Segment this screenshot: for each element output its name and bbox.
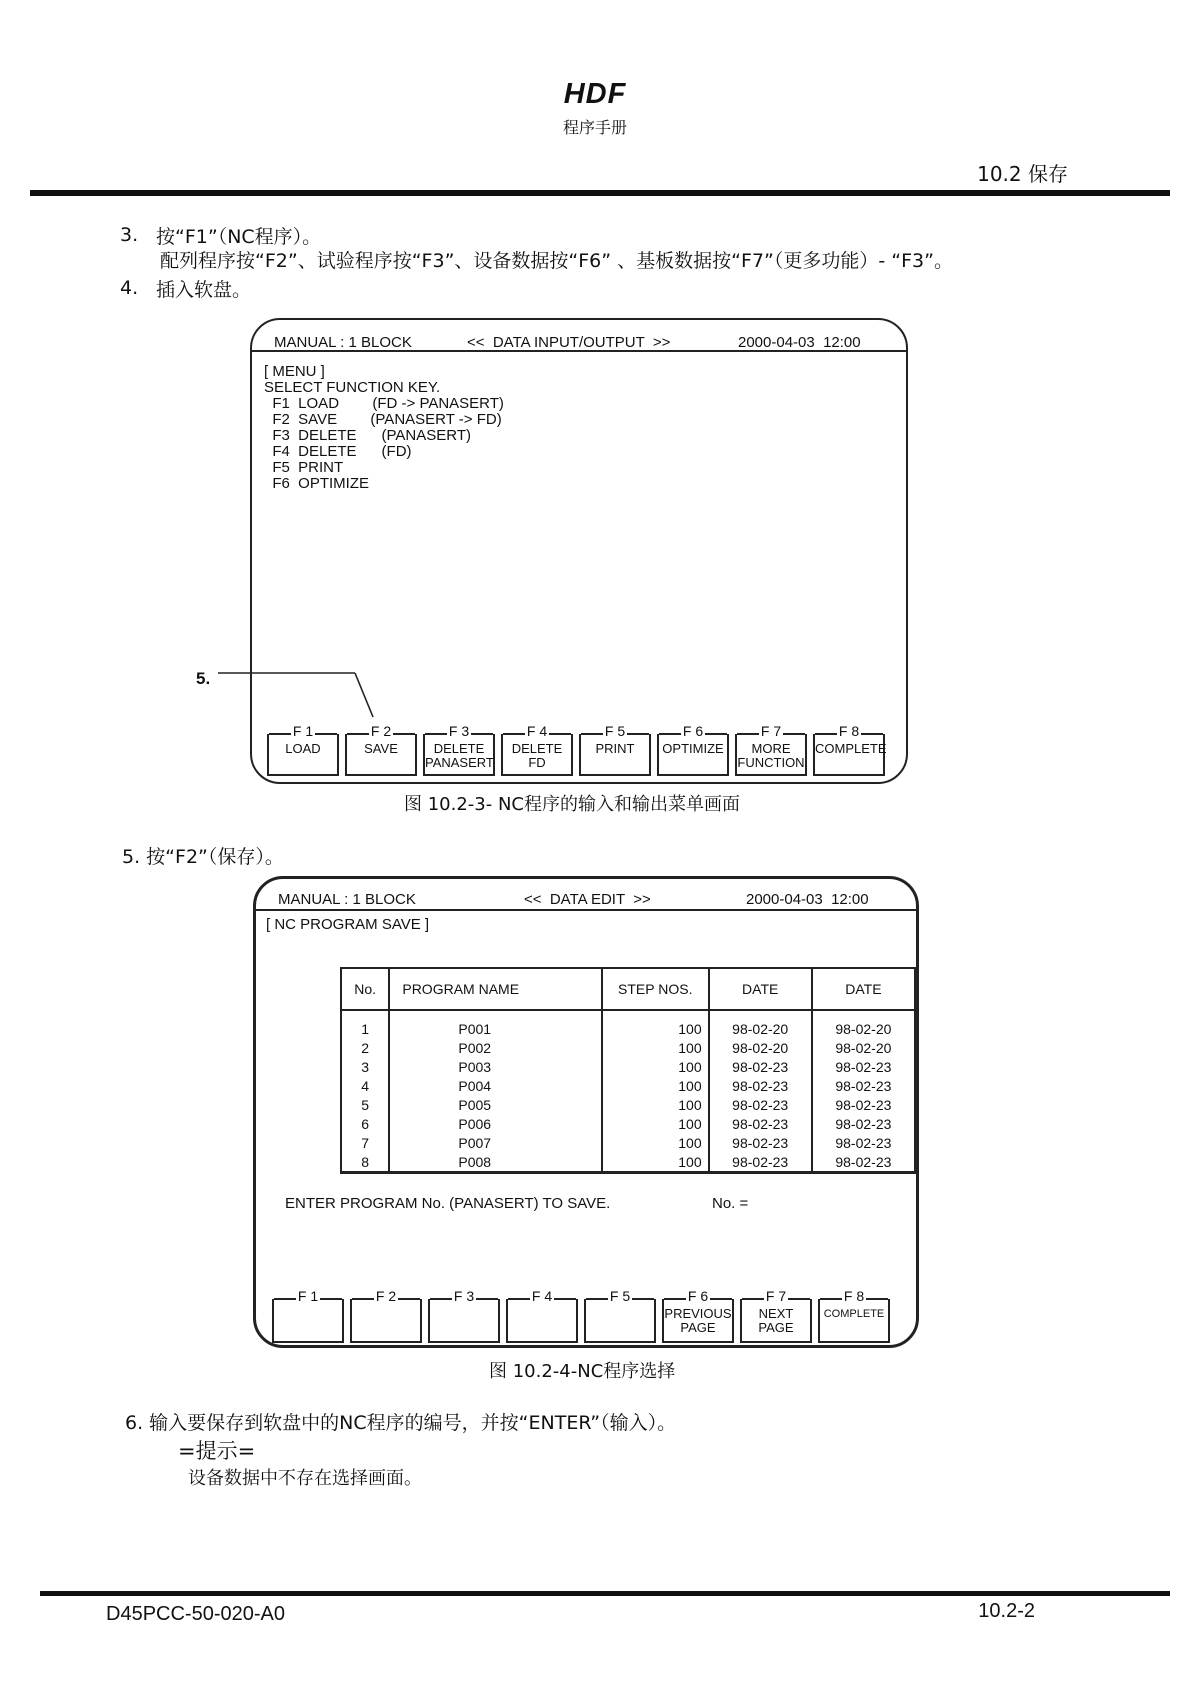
function-key-label: PRINT bbox=[595, 741, 635, 756]
function-key-number-text: F 6 bbox=[687, 1288, 709, 1304]
table-cell: 1 bbox=[341, 1010, 389, 1038]
function-key-f1[interactable] bbox=[272, 1288, 344, 1343]
function-key-f3[interactable] bbox=[423, 723, 495, 776]
table-cell: P005 bbox=[389, 1095, 602, 1114]
header-rule bbox=[30, 190, 1170, 196]
table-cell: 100 bbox=[602, 1010, 709, 1038]
table-cell: 2 bbox=[341, 1038, 389, 1057]
section-heading: 10.2 保存 bbox=[977, 162, 1068, 186]
function-key-number-text: F 4 bbox=[531, 1288, 553, 1304]
tip-text: 设备数据中不存在选择画面。 bbox=[188, 1468, 422, 1489]
function-key-label: COMPLETE bbox=[823, 1308, 885, 1320]
column-header: DATE bbox=[709, 968, 812, 1010]
tip-title: =提示= bbox=[178, 1439, 256, 1463]
function-key-f3[interactable] bbox=[428, 1288, 500, 1343]
column-header: DATE bbox=[812, 968, 915, 1010]
program-number-input[interactable] bbox=[761, 1191, 871, 1211]
table-row[interactable] bbox=[341, 1057, 915, 1076]
function-key-f2[interactable] bbox=[345, 723, 417, 776]
table-cell: 98-02-23 bbox=[812, 1133, 915, 1152]
function-key-label: NEXT PAGE bbox=[758, 1306, 794, 1335]
table-cell: 100 bbox=[602, 1095, 709, 1114]
function-key-f1[interactable] bbox=[267, 723, 339, 776]
function-key-number-text: F 1 bbox=[297, 1288, 319, 1304]
table-row[interactable] bbox=[341, 1114, 915, 1133]
function-key-label: DELETE PANASERT bbox=[425, 741, 494, 770]
function-key-number bbox=[581, 724, 649, 738]
function-key-f6[interactable] bbox=[657, 723, 729, 776]
function-key-number-text: F 7 bbox=[760, 723, 782, 739]
step-3-detail: 配列程序按“F2”、试验程序按“F3”、设备数据按“F6” 、基板数据按“F7”（更多功能）- “F3”。 bbox=[160, 250, 953, 272]
step-4-number: 4. bbox=[120, 277, 139, 299]
table-cell: 4 bbox=[341, 1076, 389, 1095]
function-key-number-text: F 4 bbox=[526, 723, 548, 739]
table-row[interactable] bbox=[341, 1076, 915, 1095]
function-key-f4[interactable] bbox=[501, 723, 573, 776]
function-key-number-text: F 8 bbox=[843, 1288, 865, 1304]
function-key-number bbox=[586, 1289, 654, 1303]
function-key-number-text: F 5 bbox=[604, 723, 626, 739]
step-3-number: 3. bbox=[120, 224, 139, 246]
table-cell: 7 bbox=[341, 1133, 389, 1152]
function-key-f5[interactable] bbox=[584, 1288, 656, 1343]
step-3-text: 按“F1”（NC程序）。 bbox=[156, 226, 322, 248]
save-prompt: ENTER PROGRAM No. (PANASERT) TO SAVE. bbox=[285, 1195, 611, 1212]
table-cell: 98-02-20 bbox=[812, 1038, 915, 1057]
function-key-f4[interactable] bbox=[506, 1288, 578, 1343]
function-key-f2[interactable] bbox=[350, 1288, 422, 1343]
function-key-number bbox=[659, 724, 727, 738]
table-cell: P002 bbox=[389, 1038, 602, 1057]
screen-title: [ NC PROGRAM SAVE ] bbox=[266, 916, 430, 933]
step-5-text: 5. 按“F2”（保存）。 bbox=[122, 846, 284, 868]
table-cell: 5 bbox=[341, 1095, 389, 1114]
table-cell: P001 bbox=[389, 1010, 602, 1038]
table-row[interactable] bbox=[341, 1010, 915, 1038]
table-cell: 98-02-23 bbox=[709, 1133, 812, 1152]
function-key-label: PREVIOUS PAGE bbox=[664, 1306, 732, 1335]
table-row[interactable] bbox=[341, 1133, 915, 1152]
table-cell: 100 bbox=[602, 1038, 709, 1057]
table-cell: 8 bbox=[341, 1152, 389, 1173]
function-key-number bbox=[503, 724, 571, 738]
function-key-number bbox=[815, 724, 883, 738]
function-key-number bbox=[347, 724, 415, 738]
table-cell: 100 bbox=[602, 1152, 709, 1173]
footer-rule bbox=[40, 1591, 1170, 1596]
table-cell: P003 bbox=[389, 1057, 602, 1076]
table-cell: 98-02-23 bbox=[709, 1076, 812, 1095]
table-cell: 100 bbox=[602, 1057, 709, 1076]
step-6-text: 6. 输入要保存到软盘中的NC程序的编号，并按“ENTER”（输入）。 bbox=[125, 1412, 677, 1434]
table-cell: 98-02-23 bbox=[812, 1152, 915, 1173]
status-datetime: 2000-04-03 12:00 bbox=[746, 891, 869, 908]
table-cell: 98-02-23 bbox=[709, 1152, 812, 1173]
status-screen-title: << DATA EDIT >> bbox=[524, 891, 651, 908]
document-number: D45PCC-50-020-A0 bbox=[106, 1603, 285, 1625]
function-key-number-text: F 5 bbox=[609, 1288, 631, 1304]
step-4-text: 插入软盘。 bbox=[156, 279, 252, 301]
function-key-number-text: F 3 bbox=[448, 723, 470, 739]
status-screen-title: << DATA INPUT/OUTPUT >> bbox=[467, 334, 671, 351]
column-header: STEP NOS. bbox=[602, 968, 709, 1010]
function-key-label: LOAD bbox=[285, 741, 321, 756]
function-key-label: OPTIMIZE bbox=[662, 741, 724, 756]
function-key-number-text: F 7 bbox=[765, 1288, 787, 1304]
program-table bbox=[340, 967, 916, 1174]
table-cell: 98-02-23 bbox=[709, 1057, 812, 1076]
figure-caption-2: 图 10.2-4-NC程序选择 bbox=[489, 1361, 676, 1382]
status-mode: MANUAL : 1 BLOCK bbox=[278, 891, 416, 908]
table-cell: 98-02-23 bbox=[812, 1076, 915, 1095]
table-cell: 98-02-23 bbox=[812, 1057, 915, 1076]
table-cell: 100 bbox=[602, 1114, 709, 1133]
callout-pointer bbox=[210, 665, 380, 725]
table-cell: 98-02-23 bbox=[812, 1114, 915, 1133]
function-key-number bbox=[425, 724, 493, 738]
function-key-number bbox=[664, 1289, 732, 1303]
table-row[interactable] bbox=[341, 1152, 915, 1173]
column-header: PROGRAM NAME bbox=[389, 968, 602, 1010]
status-mode: MANUAL : 1 BLOCK bbox=[274, 334, 412, 351]
table-cell: P007 bbox=[389, 1133, 602, 1152]
table-cell: 6 bbox=[341, 1114, 389, 1133]
status-bar-divider bbox=[256, 909, 916, 911]
function-key-f7[interactable] bbox=[735, 723, 807, 776]
table-row[interactable] bbox=[341, 1095, 915, 1114]
table-cell: P004 bbox=[389, 1076, 602, 1095]
table-cell: P008 bbox=[389, 1152, 602, 1173]
status-datetime: 2000-04-03 12:00 bbox=[738, 334, 861, 351]
function-key-label: SAVE bbox=[364, 741, 398, 756]
page-number: 10.2-2 bbox=[978, 1600, 1035, 1622]
function-key-f5[interactable] bbox=[579, 723, 651, 776]
brand-title: HDF bbox=[563, 78, 627, 110]
function-key-number-text: F 3 bbox=[453, 1288, 475, 1304]
function-key-number bbox=[269, 724, 337, 738]
function-key-number-text: F 1 bbox=[292, 723, 314, 739]
table-body bbox=[341, 1010, 915, 1173]
table-cell: 98-02-20 bbox=[812, 1010, 915, 1038]
nc-program-save-screen bbox=[253, 876, 919, 1348]
function-key-f8[interactable] bbox=[818, 1288, 890, 1343]
function-key-number bbox=[742, 1289, 810, 1303]
function-key-label: DELETE FD bbox=[511, 741, 563, 770]
table-cell: 98-02-20 bbox=[709, 1038, 812, 1057]
function-key-number bbox=[352, 1289, 420, 1303]
table-cell: P006 bbox=[389, 1114, 602, 1133]
function-key-f8[interactable] bbox=[813, 723, 887, 776]
function-key-number-text: F 8 bbox=[838, 723, 860, 739]
function-key-number bbox=[508, 1289, 576, 1303]
function-key-f6[interactable] bbox=[662, 1288, 734, 1343]
table-row[interactable] bbox=[341, 1038, 915, 1057]
program-number-label: No. = bbox=[712, 1195, 749, 1212]
function-key-label: COMPLETE bbox=[815, 741, 887, 756]
function-key-label: MORE FUNCTION bbox=[737, 741, 805, 770]
table-cell: 98-02-23 bbox=[709, 1095, 812, 1114]
table-cell: 98-02-20 bbox=[709, 1010, 812, 1038]
table-cell: 100 bbox=[602, 1076, 709, 1095]
function-key-number bbox=[820, 1289, 888, 1303]
function-key-number-text: F 6 bbox=[682, 723, 704, 739]
table-header-row bbox=[341, 968, 915, 1010]
figure-caption-1: 图 10.2-3- NC程序的输入和输出菜单画面 bbox=[404, 794, 740, 815]
table-cell: 100 bbox=[602, 1133, 709, 1152]
manual-subtitle: 程序手册 bbox=[562, 118, 627, 137]
function-key-number-text: F 2 bbox=[370, 723, 392, 739]
function-key-number-text: F 2 bbox=[375, 1288, 397, 1304]
function-key-number bbox=[274, 1289, 342, 1303]
column-header: No. bbox=[341, 968, 389, 1010]
function-key-number bbox=[737, 724, 805, 738]
table-cell: 98-02-23 bbox=[709, 1114, 812, 1133]
callout-label: 5. bbox=[196, 669, 211, 688]
table-cell: 98-02-23 bbox=[812, 1095, 915, 1114]
function-key-number bbox=[430, 1289, 498, 1303]
table-cell: 3 bbox=[341, 1057, 389, 1076]
function-key-f7[interactable] bbox=[740, 1288, 812, 1343]
function-menu-list: [ MENU ] SELECT FUNCTION KEY. F1 LOAD (FD -> PANASERT) F2 SAVE (PANASERT -> FD) F3 DELETE (PANASERT) F4 DELETE (FD) F5 PRINT F6 OPTIMIZE bbox=[264, 363, 504, 492]
